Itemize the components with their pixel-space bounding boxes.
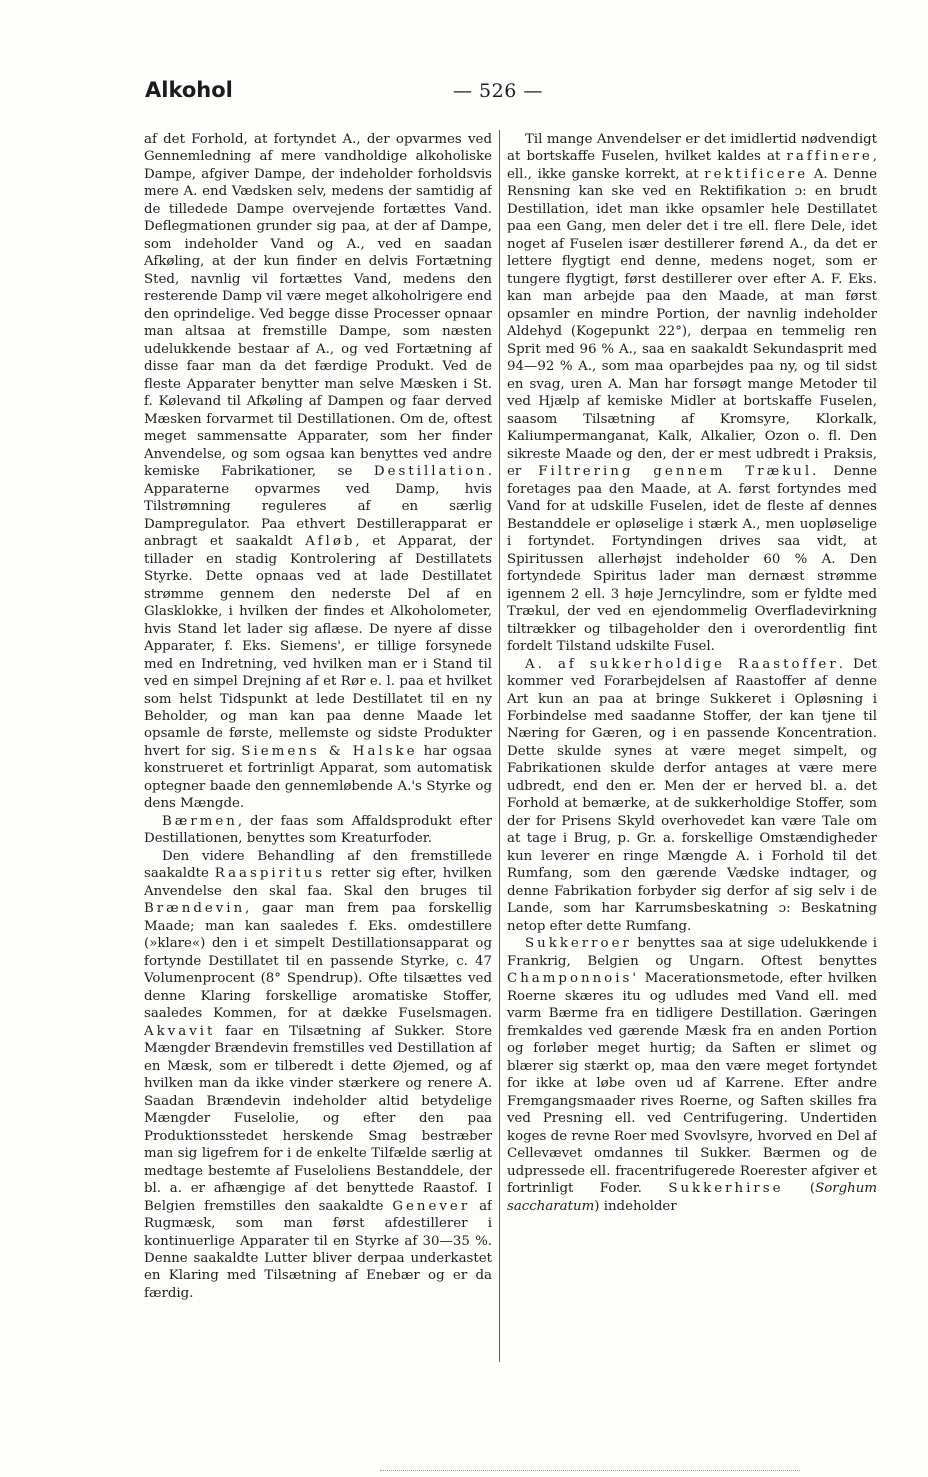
text-run: A. Denne Rensning kan ske ved en Rektifikation ɔ: en brudt Destillation, idet man ikke opsamler hele Destillatet paa een Gang, men deler det i tre ell. flere Dele, idet noget af Fuselen især destillerer førend A., da det er lettere flygtigt end denne, medens noget, som er tungere flygtigt, først destillerer over efter A. F. Eks. kan man arbejde paa den Maade, at man først opsamler en mindre Portion, der navnlig indeholder Aldehyd (Kogepunkt 22°), derpaa en temmelig ren Sprit med 96 % A., saa en saakaldt Sekundasprit med 94—92 % A., som maa oparbejdes paa ny, og til sidst en svag, uren A. Man har forsøgt mange Metoder til ved Hjælp af kemiske Midler at bortskaffe Fuselen, saasom Tilsætning af Kromsyre, Klorkalk, Kaliumpermanganat, Kalk, Alkalier, Ozon o. fl. Den sikreste Maade og den, der er mest udbredt i Praksis, er bbox=[507, 166, 877, 480]
page-title: Alkohol bbox=[145, 78, 233, 102]
left-column bbox=[144, 131, 492, 1371]
paragraph bbox=[144, 848, 492, 1303]
text-run: Til mange Anvendelser er det imidlertid nødvendigt at bortskaffe Fuselen, hvilket kaldes at bbox=[507, 132, 877, 165]
spaced-term: raffinere bbox=[786, 149, 873, 165]
text-run: faar en Tilsætning af Sukker. Store Mængder Brændevin fremstilles ved Destillation af en Mæsk, som er tilberedt i dette Øjemed, og af hvilken man da ikke vinder stærkere og renere A. Saadan Brændevin indeholder altid betydelige Mængder Fuselolie, og efter den paa Produktionsstedet herskende Smag bestræber man sig ligefrem for i de enkelte Tilfælde særlig at medtage bestemte af Fuseloliens Bestanddele, der bl. a. er afhængige af det benyttede Raastof. I Belgien fremstilles den saakaldte bbox=[144, 1023, 492, 1214]
column-divider bbox=[499, 130, 500, 1362]
paragraph bbox=[144, 813, 492, 848]
italic-term: Sorghum saccharatum bbox=[507, 1181, 877, 1214]
text-run: benyttes saa at sige udelukkende i Frankrig, Belgien og Ungarn. Oftest benyttes bbox=[507, 936, 877, 969]
right-column bbox=[507, 131, 877, 1371]
text-run: , gaar man frem paa forskellig Maade; man kan saaledes f. Eks. omdestillere (»klare«) den i et simpelt Destillationsapparat og fortynde Destillatet til en passende Styrke, c. 47 Volumenprocent (8° Spendrup). Ofte tilsættes ved denne Klaring forskellige aromatiske Stoffer, saaledes Kommen, for at dække Fuselsmagen. bbox=[144, 901, 492, 1022]
text-run: Macerationsmetode, efter hvilken Roerne skæres itu og udludes med Vand ell. med varm Bærme fra en tidligere Destillation. Gæringen fremkaldes ved gærende Mæsk fra en anden Portion og forløber meget hurtig; da Saften er slimet og blærer sig stærkt op, maa den være meget fortyndet for ikke at løbe oven ud af Karrene. Efter andre Fremgangsmaader rives Roerne, og Saften skilles fra ved Presning ell. ved Centrifugering. Undertiden koges de revne Roer med Svovlsyre, hvorved en Del af Cellevævet omdannes til Sukker. Bærmen og de udpressede ell. fracentrifugerede Roerester afgiver et fortrinligt Foder. bbox=[507, 971, 877, 1197]
footer-rule bbox=[380, 1470, 800, 1471]
paragraph bbox=[507, 656, 877, 936]
paragraph bbox=[507, 935, 877, 1215]
spaced-term: Sukkerhirse bbox=[668, 1181, 784, 1197]
spaced-term: Brændevin bbox=[144, 901, 246, 917]
spaced-term: Filtrering gennem Trækul bbox=[538, 464, 813, 480]
text-run: . Det kommer ved Forarbejdelsen af Raastoffer af denne Art kun an paa at bringe Sukkeret i Opløsning i Forbindelse med saadanne Stoffer, der kan tjene til Næring for Gæren, og i en passende Koncentration. Dette skulde synes at være meget simpelt, og Fabrikationen skulde derfor antages at være mere udbredt, end den er. Men der er herved bl. a. det Forhold at bemærke, at de sukkerholdige Stoffer, som der for Prisens Skyld overhovedet kan være Tale om at tage i Brug, p. Gr. a. forskellige Omstændigheder kun leverer en ringe Mængde A. i Forhold til det Rumfang, som den gærende Vædske indtager, og denne Fabrikation forbyder sig derfor af sig selv i de Lande, som har Karrumsbeskatning ɔ: Beskatning netop efter dette Rumfang. bbox=[507, 656, 877, 934]
text-run: af det Forhold, at fortyndet A., der opvarmes ved Gennemledning af mere vandholdige alkoholiske Dampe, afgiver Dampe, der indeholder forholdsvis mere A. end Vædsken selv, medens der samtidig af de tilledede Dampe overvejende fortættes Vand. Deflegmationen grunder sig paa, at der af Dampe, som indeholder Vand og A., ved en saadan Afkøling, at der kun finder en delvis Fortætning Sted, navnlig vil fortættes Vand, medens den resterende Damp vil være meget alkoholrigere end den oprindelige. Ved begge disse Processer opnaar man altsaa at fremstille Dampe, som næsten udelukkende bestaar af A., og ved Fortætning af disse faar man da det færdige Produkt. Ved de fleste Apparater benytter man selve Mæsken i St. f. Kølevand til Afkøling af Dampen og faar derved Mæsken forvarmet til Destillationen. Om de, oftest meget sammensatte Apparater, som her finder Anvendelse, og som ogsaa kan benyttes ved andre kemiske Fabrikationer, se bbox=[144, 132, 492, 480]
spaced-term: Sukkerroer bbox=[525, 936, 632, 952]
spaced-term: Bærmen bbox=[162, 813, 238, 829]
text-run: , ell., ikke ganske korrekt, at bbox=[507, 149, 877, 182]
spaced-term: Afløb bbox=[305, 534, 356, 550]
spaced-term: A. af sukkerholdige Raastoffer bbox=[525, 656, 839, 672]
text-run: , et Apparat, der tillader en stadig Kontrolering af Destillatets Styrke. Dette opnaas ved at lade Destillatet strømme gennem den nederste Del af en Glasklokke, i hvilken der findes et Alkoholometer, hvis Stand let lader sig aflæse. De nyere af disse Apparater, f. Eks. Siemens', er tillige forsynede med en Indretning, ved hvilken man er i Stand til ved en simpel Drejning af et Rør e. l. paa et hvilket som helst Tidspunkt at lede Destillatet til en ny Beholder, og man kan paa denne Maade let opsamle de første, mellemste og sidste Produkter hvert for sig. bbox=[144, 534, 492, 759]
paragraph bbox=[507, 131, 877, 656]
spaced-term: Genever bbox=[392, 1198, 471, 1214]
spaced-term: Champonnois' bbox=[507, 971, 639, 987]
page-number: — 526 — bbox=[453, 80, 543, 102]
spaced-term: Akvavit bbox=[144, 1023, 216, 1039]
spaced-term: Destillation bbox=[373, 464, 488, 480]
text-run: Den videre Behandling af den fremstillede saakaldte bbox=[144, 848, 492, 882]
spaced-term: rektificere bbox=[704, 166, 809, 182]
spaced-term: Siemens & Halske bbox=[241, 743, 418, 759]
text-run: retter sig efter, hvilken Anvendelse den skal faa. Skal den bruges til bbox=[144, 866, 492, 899]
text-run: har ogsaa konstrueret et fortrinligt Apparat, som automatisk optegner baade den gennemløbende A.'s Styrke og dens Mængde. bbox=[144, 743, 492, 812]
text-run: . Denne foretages paa den Maade, at A. først fortyndes med Vand for at udskille Fuselen, idet de fleste af dennes Bestanddele er opløselige i stærk A., men uopløselige i fortyndet. Fortyndingen drives saa vidt, at Spiritussen allerhøjst indeholder 60 % A. Den fortyndede Spiritus lader man dernæst strømme igennem 2 ell. 3 høje Jerncylindre, som er fyldte med Trækul, der ved en ejendommelig Overfladevirkning tiltrækker og tilbageholder den i overordentlig fint fordelt Tilstand udskilte Fusel. bbox=[507, 464, 877, 655]
paragraph bbox=[144, 131, 492, 813]
page-header bbox=[145, 78, 810, 112]
spaced-term: Raaspiritus bbox=[214, 866, 326, 882]
text-run: . Apparaterne opvarmes ved Damp, hvis Tilstrømning reguleres af en særlig Dampregulator. Paa ethvert Destillerapparat er anbragt et saakaldt bbox=[144, 464, 492, 550]
text-run: , der faas som Affaldsprodukt efter Destillationen, benyttes som Kreaturfoder. bbox=[144, 813, 492, 847]
text-run: af Rugmæsk, som man først afdestillerer i kontinuerlige Apparater til en Styrke af 30—35 %. Denne saakaldte Lutter bliver derpaa underkastet en Klaring med Tilsætning af Enebær og er da færdig. bbox=[144, 1198, 492, 1301]
text-run: ) indeholder bbox=[594, 1198, 677, 1214]
text-run: ( bbox=[783, 1181, 816, 1197]
